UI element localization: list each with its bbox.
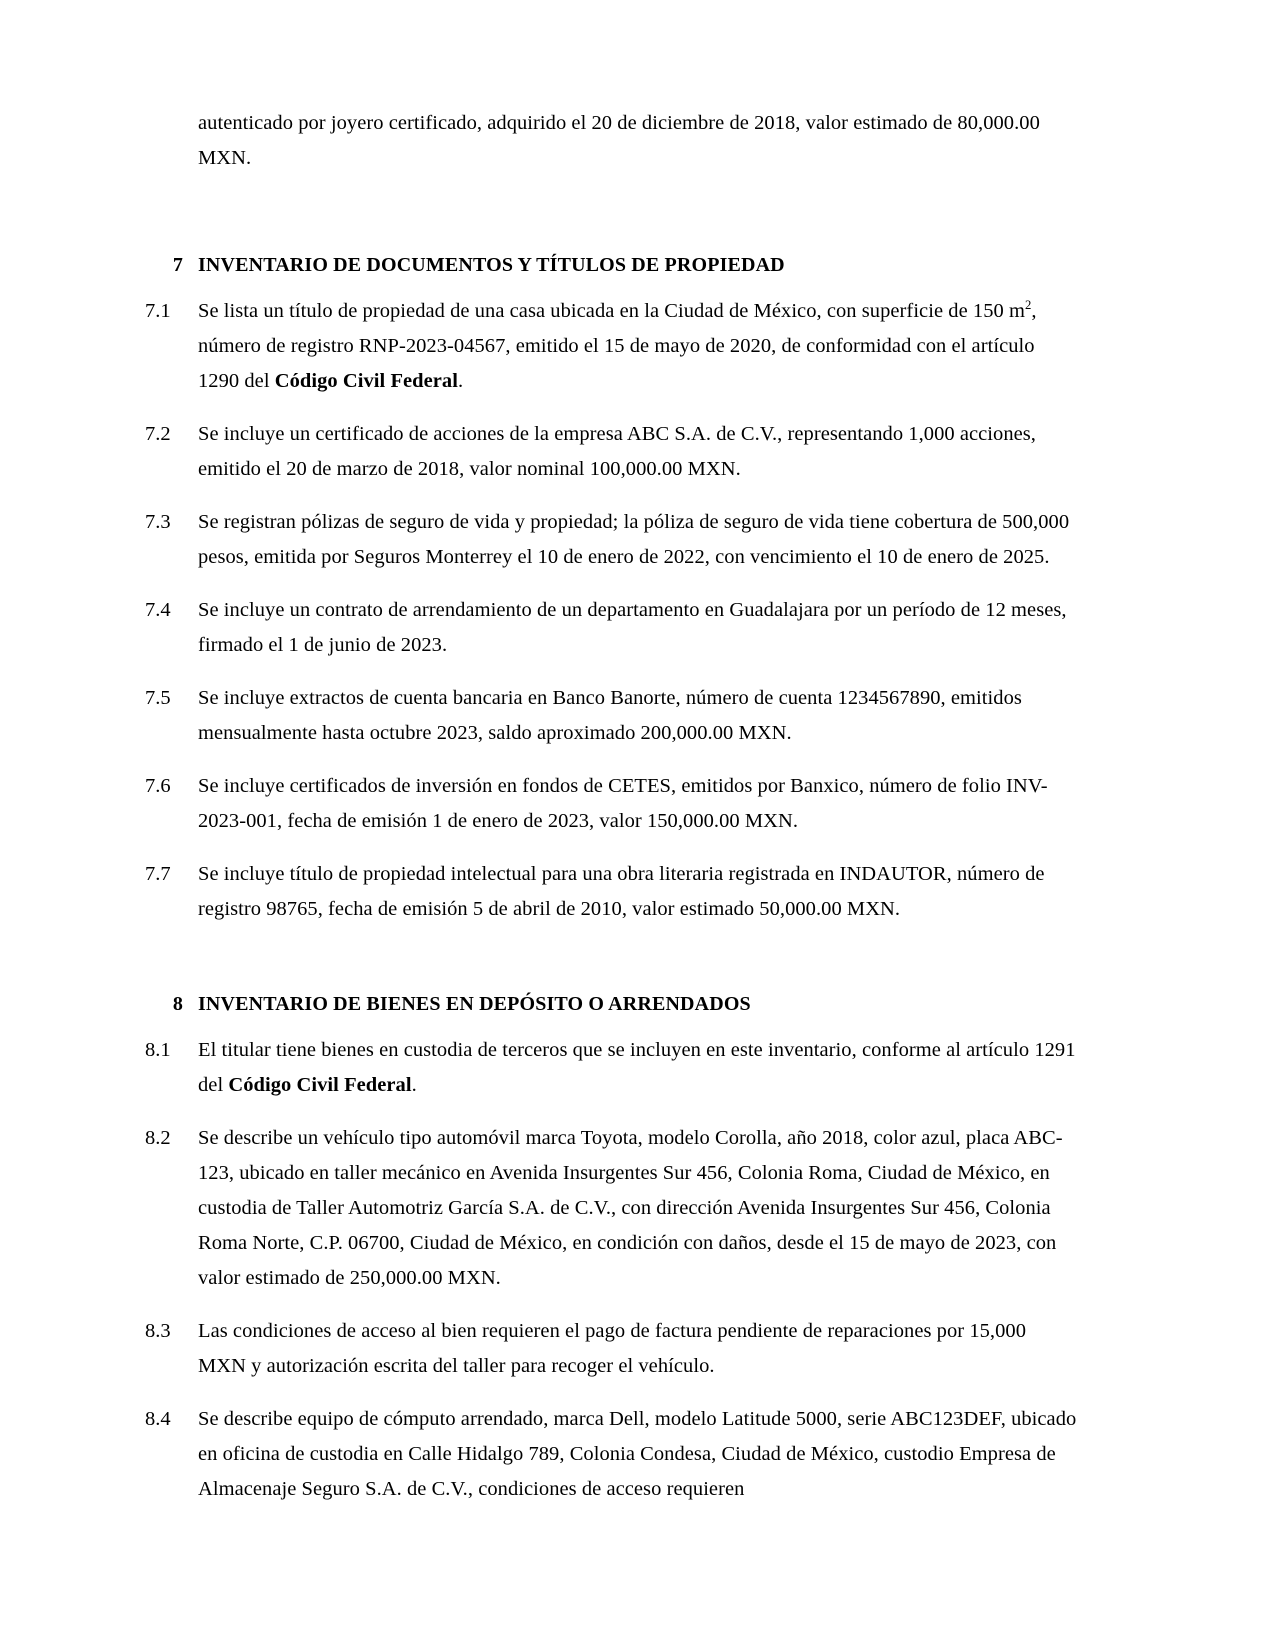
section-number-8: 8 xyxy=(172,993,183,1015)
clause-body xyxy=(198,294,1078,399)
clause-body: Se describe un vehículo tipo automóvil marca Toyota, modelo Corolla, año 2018, color azul, placa ABC-123, ubicado en taller mecánico en Avenida Insurgentes Sur 456, Colonia Roma, Ciudad de México, en custodia de Taller Automotriz García S.A. de C.V., con dirección Avenida Insurgentes Sur 456, Colonia Roma Norte, C.P. 06700, Ciudad de México, en condición con daños, desde el 15 de mayo de 2023, con valor estimado de 250,000.00 MXN. xyxy=(198,1127,1063,1289)
clause-8-3 xyxy=(145,1314,1078,1384)
continuation-paragraph: autenticado por joyero certificado, adquirido el 20 de diciembre de 2018, valor estimado de 80,000.00 MXN. xyxy=(198,112,1040,169)
clause-body: Se incluye certificados de inversión en fondos de CETES, emitidos por Banxico, número de folio INV-2023-001, fecha de emisión 1 de enero de 2023, valor 150,000.00 MXN. xyxy=(198,775,1048,832)
clause-number: 8.4 xyxy=(145,1408,171,1430)
section-title-7: INVENTARIO DE DOCUMENTOS Y TÍTULOS DE PROPIEDAD xyxy=(198,254,785,276)
spacer-after-heading-8 xyxy=(145,1019,1078,1033)
spacer xyxy=(145,575,1078,593)
spacer xyxy=(145,663,1078,681)
clause-body: Se incluye título de propiedad intelectual para una obra literaria registrada en INDAUTOR, número de registro 98765, fecha de emisión 5 de abril de 2010, valor estimado 50,000.00 MXN. xyxy=(198,863,1045,920)
spacer xyxy=(145,487,1078,505)
clause-number: 8.3 xyxy=(145,1320,171,1342)
clause-body: Se incluye un contrato de arrendamiento de un departamento en Guadalajara por un período de 12 meses, firmado el 1 de junio de 2023. xyxy=(198,599,1067,656)
clause-7-4 xyxy=(145,593,1078,663)
clause-text-tail: . xyxy=(411,1074,417,1096)
clause-body: Las condiciones de acceso al bien requieren el pago de factura pendiente de reparaciones por 15,000 MXN y autorización escrita del taller para recoger el vehículo. xyxy=(198,1320,1026,1377)
section-number-7: 7 xyxy=(172,254,183,276)
spacer xyxy=(145,1384,1078,1402)
legal-reference-codigo-civil-federal: Código Civil Federal xyxy=(274,370,458,392)
clause-body: Se incluye un certificado de acciones de la empresa ABC S.A. de C.V., representando 1,000 acciones, emitido el 20 de marzo de 2018, valor nominal 100,000.00 MXN. xyxy=(198,423,1036,480)
clause-8-1 xyxy=(145,1033,1078,1103)
clause-number: 7.1 xyxy=(145,300,171,322)
clause-number: 8.2 xyxy=(145,1127,171,1149)
spacer xyxy=(145,1296,1078,1314)
clause-8-4 xyxy=(145,1402,1078,1507)
spacer xyxy=(145,839,1078,857)
spacer-before-section-8 xyxy=(145,927,1078,989)
clause-number: 8.1 xyxy=(145,1039,171,1061)
clause-text-after-sup: , número de registro RNP-2023-04567, emitido el 15 de mayo de 2020, de conformidad con el artículo 1290 del xyxy=(198,300,1037,392)
clause-number: 7.6 xyxy=(145,775,171,797)
clause-text-before-bold: El titular tiene bienes en custodia de terceros que se incluyen en este inventario, conforme al artículo 1291 del xyxy=(198,1039,1076,1096)
clause-number: 7.4 xyxy=(145,599,171,621)
superscript-square-meters: 2 xyxy=(1024,298,1032,313)
spacer-before-section-7 xyxy=(145,176,1078,250)
spacer xyxy=(145,751,1078,769)
clause-7-6 xyxy=(145,769,1078,839)
clause-text-before-sup: Se lista un título de propiedad de una casa ubicada en la Ciudad de México, con superficie de 150 m xyxy=(198,300,1025,322)
clause-number: 7.2 xyxy=(145,423,171,445)
clause-8-2 xyxy=(145,1121,1078,1296)
clause-7-7 xyxy=(145,857,1078,927)
clause-7-2 xyxy=(145,417,1078,487)
clause-7-1 xyxy=(145,294,1078,399)
page-content xyxy=(145,106,1078,1507)
clause-body: Se describe equipo de cómputo arrendado, marca Dell, modelo Latitude 5000, serie ABC123DEF, ubicado en oficina de custodia en Calle Hidalgo 789, Colonia Condesa, Ciudad de México, custodio Empresa de Almacenaje Seguro S.A. de C.V., condiciones de acceso requieren xyxy=(198,1408,1077,1500)
section-heading-7 xyxy=(145,250,1078,280)
clause-7-5 xyxy=(145,681,1078,751)
spacer-after-heading-7 xyxy=(145,280,1078,294)
clause-number: 7.7 xyxy=(145,863,171,885)
clause-body: Se incluye extractos de cuenta bancaria en Banco Banorte, número de cuenta 1234567890, emitidos mensualmente hasta octubre 2023, saldo aproximado 200,000.00 MXN. xyxy=(198,687,1022,744)
spacer xyxy=(145,1103,1078,1121)
clause-number: 7.3 xyxy=(145,511,171,533)
spacer xyxy=(145,399,1078,417)
section-heading-8 xyxy=(145,989,1078,1019)
section-title-8: INVENTARIO DE BIENES EN DEPÓSITO O ARRENDADOS xyxy=(198,993,751,1015)
clause-number: 7.5 xyxy=(145,687,171,709)
clause-7-3 xyxy=(145,505,1078,575)
clause-text-tail: . xyxy=(457,370,464,392)
clause-body xyxy=(198,1033,1078,1103)
clause-body: Se registran pólizas de seguro de vida y propiedad; la póliza de seguro de vida tiene cobertura de 500,000 pesos, emitida por Seguros Monterrey el 10 de enero de 2022, con vencimiento el 10 de enero de 2025. xyxy=(198,511,1070,568)
legal-reference-codigo-civil-federal: Código Civil Federal xyxy=(228,1074,412,1096)
